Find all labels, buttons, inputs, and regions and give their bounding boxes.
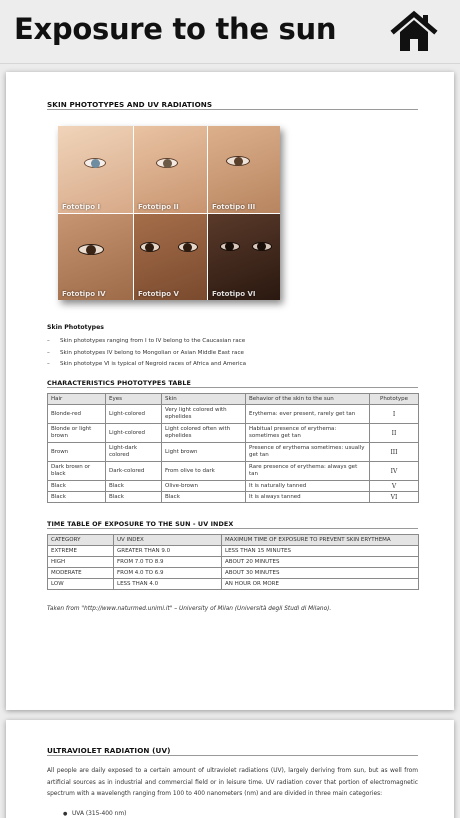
table-cell: V [370,481,419,492]
table-cell: It is naturally tanned [246,481,370,492]
section-divider [47,755,418,756]
photo-phototype-6 [208,214,280,300]
table-header: CATEGORY [48,535,114,546]
list-item: – Skin phototypes IV belong to Mongolian or Asian Middle East race [47,348,427,360]
photo-label: Fototipo III [212,203,256,211]
photo-phototype-1 [58,126,133,213]
table-cell: III [370,443,419,462]
photo-phototype-3 [208,126,280,213]
table-row [48,405,419,424]
table-row [48,557,419,568]
table-header-row [48,394,419,405]
table-cell: From olive to dark [162,462,246,481]
table-cell: MODERATE [48,568,114,579]
table-cell: FROM 4.0 TO 6.9 [114,568,222,579]
characteristics-table [47,393,419,503]
table-header: Skin [162,394,246,405]
table-cell: Black [106,481,162,492]
table-cell: Light colored often with ephelides [162,424,246,443]
table-cell: GREATER THAN 9.0 [114,546,222,557]
section-divider [47,528,418,529]
photo-label: Fototipo II [138,203,179,211]
section-divider [47,387,418,388]
photo-label: Fototipo VI [212,290,256,298]
table-cell: Black [162,492,246,503]
table-cell: IV [370,462,419,481]
char-table-title: CHARACTERISTICS PHOTOTYPES TABLE [47,379,191,387]
table-row [48,481,419,492]
section-title-phototypes: SKIN PHOTOTYPES AND UV RADIATIONS [47,100,213,109]
app-bar [0,0,460,64]
home-icon [390,10,438,54]
table-header: Eyes [106,394,162,405]
table-cell: Black [48,492,106,503]
table-row [48,492,419,503]
table-row [48,443,419,462]
table-cell: Black [106,492,162,503]
table-cell: ABOUT 30 MINUTES [222,568,419,579]
photo-phototype-2 [134,126,207,213]
table-row [48,424,419,443]
table-header: Phototype [370,394,419,405]
uv-index-table [47,534,419,590]
list-item: – Skin phototype VI is typical of Negroid races of Africa and America [47,359,427,371]
phototypes-list [47,336,427,371]
table-cell: II [370,424,419,443]
table-cell: LESS THAN 15 MINUTES [222,546,419,557]
photo-phototype-5 [134,214,207,300]
table-cell: HIGH [48,557,114,568]
list-item: – Skin phototypes ranging from I to IV belong to the Caucasian race [47,336,427,348]
document-page-1 [6,72,454,710]
table-cell: ABOUT 20 MINUTES [222,557,419,568]
table-cell: Rare presence of erythema: always get tan [246,462,370,481]
table-cell: Dark-colored [106,462,162,481]
phototype-photo-grid [58,126,280,300]
table-cell: Olive-brown [162,481,246,492]
list-item: ● UVA (315-400 nm) [72,811,126,817]
table-row [48,462,419,481]
photo-label: Fototipo IV [62,290,106,298]
table-cell: VI [370,492,419,503]
section-divider [47,109,418,110]
table-cell: LOW [48,579,114,590]
table-header: Behavior of the skin to the sun [246,394,370,405]
table-cell: LESS THAN 4.0 [114,579,222,590]
table-cell: It is always tanned [246,492,370,503]
table-header: MAXIMUM TIME OF EXPOSURE TO PREVENT SKIN ERYTHEMA [222,535,419,546]
table-cell: Presence of erythema sometimes: usually get tan [246,443,370,462]
table-cell: I [370,405,419,424]
photo-phototype-4 [58,214,133,300]
table-cell: FROM 7.0 TO 8.9 [114,557,222,568]
document-page-2 [6,720,454,818]
table-cell: Black [48,481,106,492]
table-header-row [48,535,419,546]
table-cell: EXTREME [48,546,114,557]
section-title-uv: ULTRAVIOLET RADIATION (UV) [47,746,171,755]
phototypes-heading: Skin Phototypes [47,324,104,331]
table-cell: Habitual presence of erythema: sometimes get tan [246,424,370,443]
table-cell: AN HOUR OR MORE [222,579,419,590]
table-cell: Light-colored [106,405,162,424]
table-row [48,546,419,557]
uv-table-title: TIME TABLE OF EXPOSURE TO THE SUN - UV INDEX [47,520,234,528]
source-citation: Taken from "http://www.naturmed.unimi.it" – University of Milan (Università degli Studi di Milano). [47,606,332,612]
table-header: Hair [48,394,106,405]
table-cell: Light-colored [106,424,162,443]
photo-label: Fototipo V [138,290,179,298]
table-row [48,579,419,590]
table-row [48,568,419,579]
table-cell: Blonde or light brown [48,424,106,443]
table-cell: Light-dark colored [106,443,162,462]
photo-label: Fototipo I [62,203,101,211]
table-cell: Dark brown or black [48,462,106,481]
table-cell: Erythema: ever present, rarely get tan [246,405,370,424]
table-cell: Brown [48,443,106,462]
table-cell: Very light colored with ephelides [162,405,246,424]
table-cell: Light brown [162,443,246,462]
home-button[interactable] [390,10,438,54]
table-cell: Blonde-red [48,405,106,424]
table-header: UV INDEX [114,535,222,546]
uv-paragraph: All people are daily exposed to a certain amount of ultraviolet radiations (UV), largely deriving from sun, but as well from artificial sources as in industrial and commercial field or in leisure time. UV radiation cover that portion of electromagnetic spectrum with a wavelength ranging from 100 to 400 nanometers (nm) and are divided in three main categories: [47,768,418,797]
page-title: Exposure to the sun [14,12,337,46]
